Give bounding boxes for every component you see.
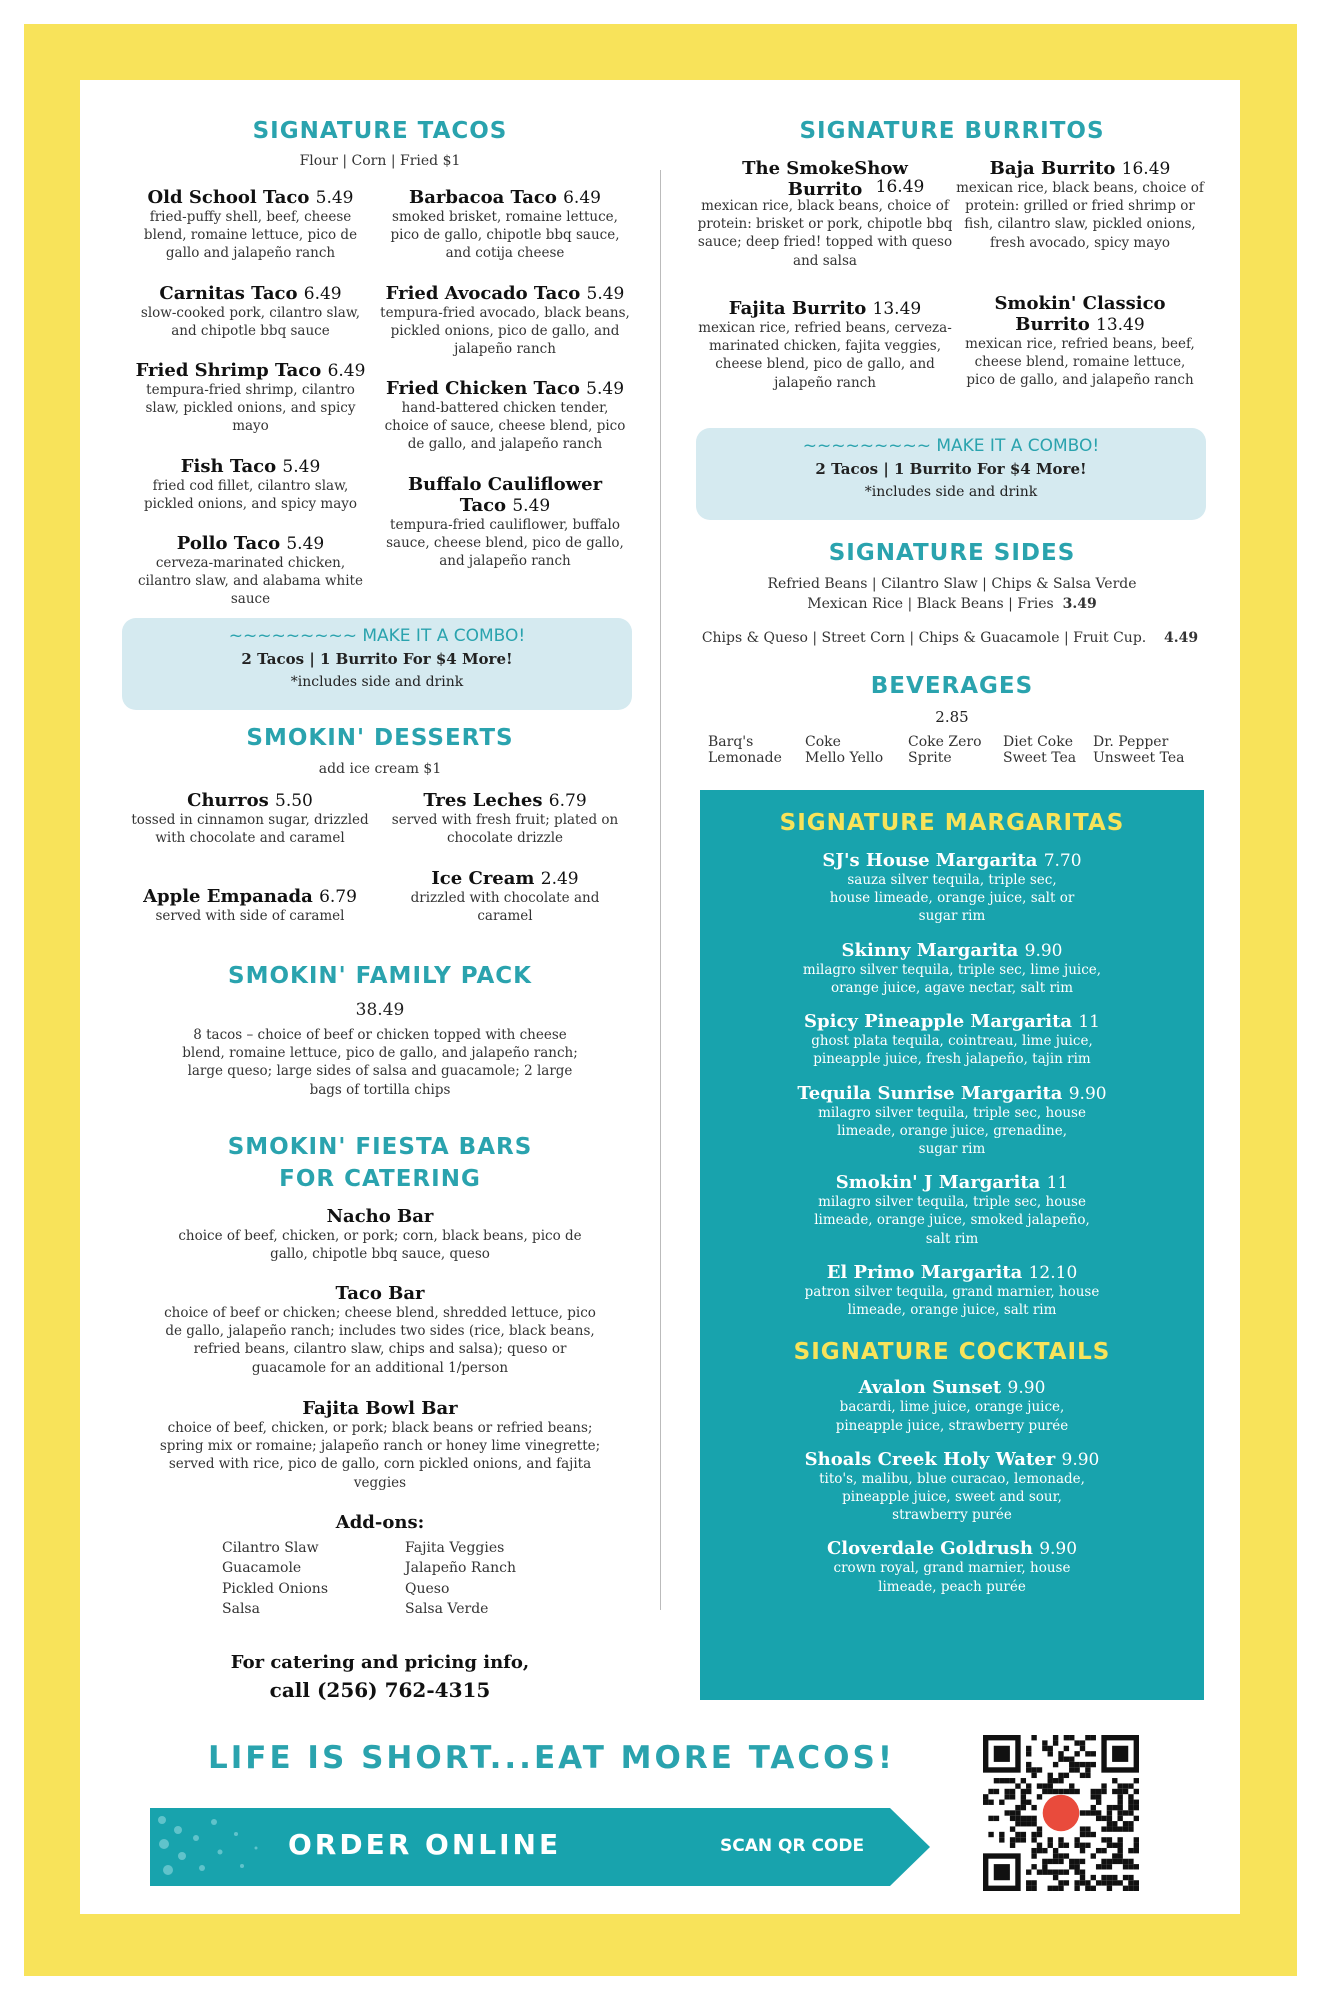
cocktail-item: Avalon Sunset 9.90 bacardi, lime juice, orange juice, pineapple juice, strawberry purée [835,1377,1069,1434]
taco-item: Fried Shrimp Taco 6.49 tempura-fried shrimp, cilantro slaw, pickled onions, and spicy mayo [135,360,366,435]
wave-icon: ~~~~~~~~~ [228,626,363,646]
fiesta-bar-item: Fajita Bowl Bar choice of beef, chicken, or pork; black beans or refried beans; spring mix or romaine; jalapeño ranch or honey lime vinegrette; served with rice, pico de gallo, corn pickled onions, and fajita veggies [159,1398,601,1491]
drinks-panel [700,790,1204,1700]
order-online-label: ORDER ONLINE [288,1828,562,1861]
family-price: 38.49 [355,1000,405,1020]
beverage-col: Dr. Pepper Unsweet Tea [1093,734,1185,766]
taco-item: Pollo Taco 5.49 cerveza-marinated chicken, cilantro slaw, and alabama white sauce [138,533,363,608]
sides-title: SIGNATURE SIDES [828,540,1076,566]
taco-item: Fried Avocado Taco 5.49 tempura-fried avocado, black beans, pickled onions, pico de gallo, and jalapeño ranch [380,283,630,358]
catering-phone: call (256) 762-4315 [269,1678,491,1702]
sides-line2: Mexican Rice | Black Beans | Fries 3.49 [807,596,1097,612]
dessert-item: Tres Leches 6.79 served with fresh fruit; plated on chocolate drizzle [391,790,619,847]
sides-line1: Refried Beans | Cilantro Slaw | Chips & Salsa Verde [767,576,1137,592]
burritos-title: SIGNATURE BURRITOS [799,118,1105,144]
addons-right: Fajita Veggies Jalapeño Ranch Queso Salsa Verde [405,1540,517,1617]
beverage-col: Diet Coke Sweet Tea [1003,734,1077,766]
catering-info: For catering and pricing info, [230,1652,530,1673]
scan-qr-label: SCAN QR CODE [720,1836,865,1856]
burrito-item: Fajita Burrito 13.49 mexican rice, refried beans, cerveza-marinated chicken, fajita veggies, cheese blend, pico de gallo, and jalapeño ranch [698,298,952,391]
burrito-item: Baja Burrito 16.49 mexican rice, black beans, choice of protein: grilled or fried shrimp or fish, cilantro slaw, pickled onions, fresh avocado, spicy mayo [956,158,1204,251]
margarita-item: SJ's House Margarita 7.70 sauza silver tequila, triple sec, house limeade, orange juice, salt or sugar rim [822,850,1082,925]
dessert-item: Churros 5.50 tossed in cinnamon sugar, drizzled with chocolate and caramel [131,790,369,847]
cocktail-item: Shoals Creek Holy Water 9.90 tito's, malibu, blue curacao, lemonade, pineapple juice, sweet and sour, strawberry purée [804,1448,1100,1524]
beverage-col: Coke Mello Yello [805,734,884,766]
cocktail-item: Cloverdale Goldrush 9.90 crown royal, grand marnier, house limeade, peach purée [826,1538,1078,1595]
margarita-item: El Primo Margarita 12.10 patron silver tequila, grand marnier, house limeade, orange juice, salt rim [804,1261,1100,1319]
burrito-item: Smokin' Classico Burrito 13.49 mexican rice, refried beans, beef, cheese blend, romaine lettuce, pico de gallo, and jalapeño ranch [965,293,1195,389]
margaritas-title: SIGNATURE MARGARITAS [779,810,1125,836]
wave-icon: ~~~~~~~~~ [802,436,937,456]
taco-item: Carnitas Taco 6.49 slow-cooked pork, cilantro slaw, and chipotle bbq sauce [140,283,361,340]
dessert-item: Ice Cream 2.49 drizzled with chocolate and caramel [410,868,600,925]
addons-left: Cilantro Slaw Guacamole Pickled Onions Salsa [222,1540,328,1617]
margarita-item: Smokin' J Margarita 11 milagro silver tequila, triple sec, house limeade, orange juice, smoked jalapeño, salt rim [814,1172,1090,1247]
order-online-banner[interactable] [150,1808,930,1886]
tacos-title: SIGNATURE TACOS [252,118,508,144]
family-desc: 8 tacos – choice of beef or chicken topped with cheese blend, romaine lettuce, pico de gallo, and jalapeño ranch; large queso; large sides of salsa and guacamole; 2 large bags of tortilla chips [182,1027,578,1098]
addons-title: Add-ons: [335,1512,425,1533]
taco-item: Old School Taco 5.49 fried-puffy shell, beef, cheese blend, romaine lettuce, pico de gallo and jalapeño ranch [143,187,358,262]
fiesta-bar-item: Taco Bar choice of beef or chicken; cheese blend, shredded lettuce, pico de gallo, jalapeño ranch; includes two sides (rice, black beans, refried beans, cilantro slaw, chips and salsa); queso or guacamole for an additional 1/person [164,1283,596,1376]
combo-box-burritos: ~~~~~~~~~ MAKE IT A COMBO! 2 Tacos | 1 Burrito For $4 More! *includes side and drink [696,428,1206,520]
beverage-col: Barq's Lemonade [708,734,782,766]
taco-item: Fish Taco 5.49 fried cod fillet, cilantro slaw, pickled onions, and spicy mayo [143,456,358,513]
fiesta-title-2: FOR CATERING [279,1166,481,1192]
column-divider [660,170,661,1610]
taco-item: Fried Chicken Taco 5.49 hand-battered chicken tender, choice of sauce, cheese blend, pico de gallo, and jalapeño ranch [384,378,626,453]
cocktails-title: SIGNATURE COCKTAILS [793,1339,1111,1366]
margarita-item: Spicy Pineapple Margarita 11 ghost plata tequila, cointreau, lime juice, pineapple juice, fresh jalapeño, tajin rim [804,1011,1100,1068]
margarita-item: Tequila Sunrise Margarita 9.90 milagro silver tequila, triple sec, house limeade, orange juice, grenadine, sugar rim [797,1082,1107,1157]
qr-logo-icon [1043,1795,1080,1832]
dessert-item: Apple Empanada 6.79 served with side of caramel [143,886,357,924]
beverages-title: BEVERAGES [870,673,1034,699]
tacos-options: Flour | Corn | Fried $1 [299,153,461,169]
slogan: LIFE IS SHORT...EAT MORE TACOS! [208,1740,895,1776]
sides-line3: Chips & Queso | Street Corn | Chips & Guacamole | Fruit Cup. 4.49 [701,630,1199,646]
beverages-price: 2.85 [935,708,969,726]
margarita-item: Skinny Margarita 9.90 milagro silver tequila, triple sec, lime juice, orange juice, agave nectar, salt rim [802,939,1102,996]
qr-code-icon[interactable] [983,1735,1139,1891]
fiesta-title: SMOKIN' FIESTA BARS [227,1134,533,1160]
combo-box-tacos: ~~~~~~~~~ MAKE IT A COMBO! 2 Tacos | 1 Burrito For $4 More! *includes side and drink [122,618,632,710]
taco-item: Barbacoa Taco 6.49 smoked brisket, romaine lettuce, pico de gallo, chipotle bbq sauce, and cotija cheese [390,187,620,262]
fiesta-bar-item: Nacho Bar choice of beef, chicken, or pork; corn, black beans, pico de gallo, chipotle bbq sauce, queso [178,1206,582,1263]
desserts-title: SMOKIN' DESSERTS [246,725,514,751]
beverage-col: Coke Zero Sprite [908,734,982,766]
family-title: SMOKIN' FAMILY PACK [228,963,532,989]
desserts-sub: add ice cream $1 [318,761,442,777]
burrito-item: The SmokeShow Burrito 16.49 mexican rice, black beans, choice of protein: brisket or pork, chipotle bbq sauce; deep fried! topped with queso and salsa [697,158,953,269]
taco-item: Buffalo Cauliflower Taco 5.49 tempura-fried cauliflower, buffalo sauce, cheese blend, pico de gallo, and jalapeño ranch [386,474,624,570]
